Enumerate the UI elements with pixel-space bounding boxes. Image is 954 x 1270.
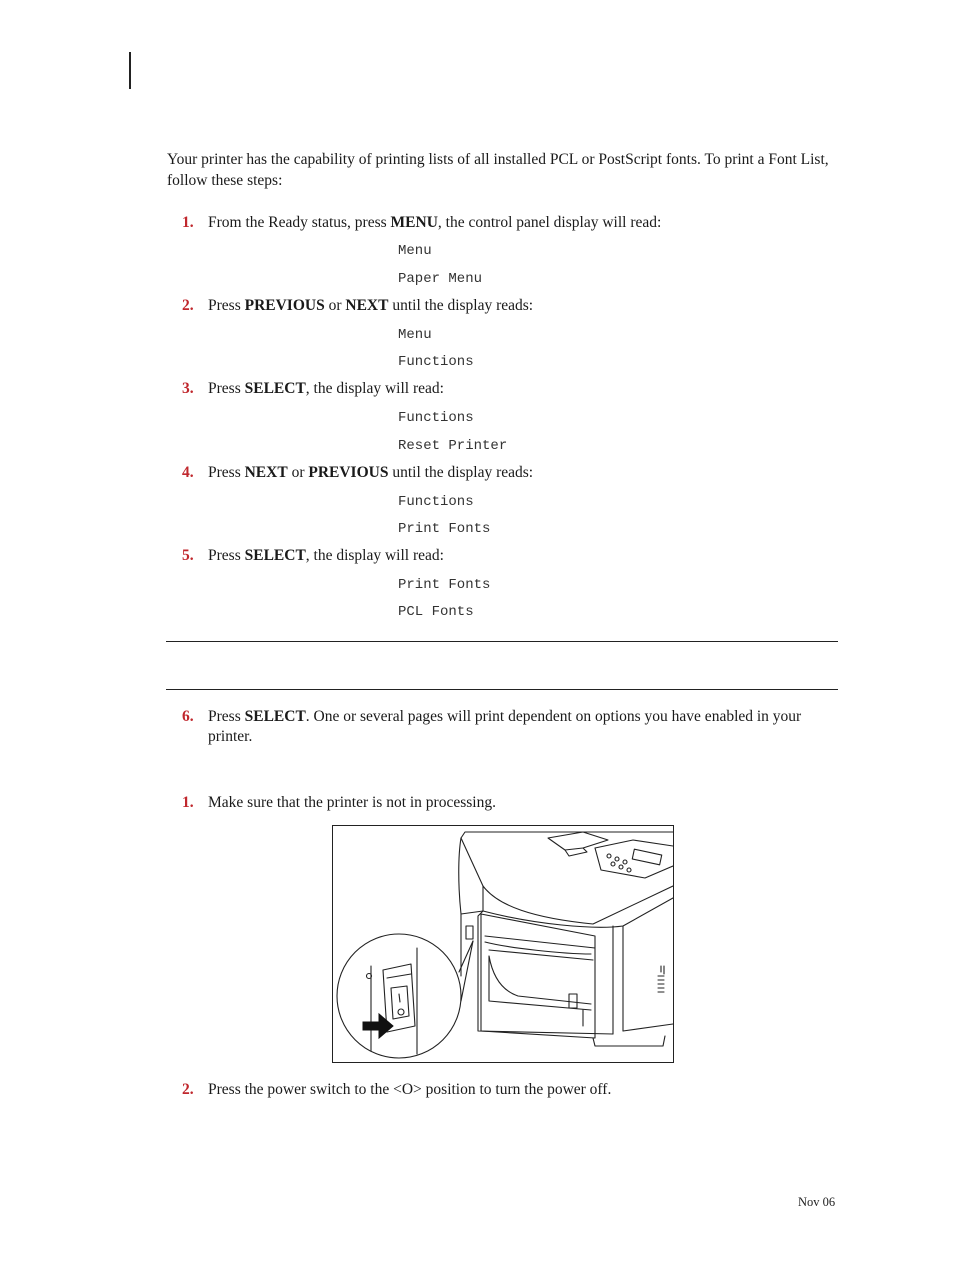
step-2 — [182, 296, 832, 316]
display-line-1: Functions — [398, 494, 474, 510]
step-text-pre: Press — [208, 547, 245, 564]
step-text-post: until the display reads: — [388, 464, 534, 481]
note-rule-top — [166, 641, 838, 642]
key-name: NEXT — [244, 464, 288, 481]
step-number: 5. — [182, 547, 194, 564]
step-text — [208, 707, 830, 747]
step-number: 2. — [182, 1081, 194, 1098]
step-text-mid: or — [324, 297, 346, 314]
step-text-post: until the display reads: — [388, 297, 534, 314]
display-line-1: Menu — [398, 243, 432, 259]
display-line-2: Reset Printer — [398, 438, 508, 454]
page-footer-date: Nov 06 — [798, 1195, 836, 1209]
step-text — [208, 463, 830, 483]
step-5 — [182, 546, 832, 566]
step-text-pre: Press — [208, 464, 245, 481]
display-line-1: Functions — [398, 410, 474, 426]
power-step-1 — [182, 793, 832, 813]
step-text-post: , the control panel display will read: — [437, 214, 662, 231]
display-line-1: Menu — [398, 327, 432, 343]
step-text: Press the power switch to the <O> position to turn the power off. — [208, 1081, 612, 1098]
step-4 — [182, 463, 832, 483]
display-line-1: Print Fonts — [398, 577, 491, 593]
display-line-2: Print Fonts — [398, 521, 491, 537]
step-text — [208, 296, 830, 316]
step-number: 1. — [182, 214, 194, 231]
printer-illustration — [333, 826, 673, 1062]
note-rule-bottom — [166, 689, 838, 690]
step-number: 4. — [182, 464, 194, 481]
step-text-pre: From the Ready status, press — [208, 214, 391, 231]
step-text-pre: Press — [208, 380, 245, 397]
step-6 — [182, 707, 832, 747]
key-name: PREVIOUS — [244, 297, 325, 314]
step-number: 2. — [182, 297, 194, 314]
step-text-post: , the display will read: — [305, 380, 444, 397]
key-name: SELECT — [244, 708, 306, 725]
step-text — [208, 546, 830, 566]
display-line-2: PCL Fonts — [398, 604, 474, 620]
step-number: 1. — [182, 794, 194, 811]
step-text-post: , the display will read: — [305, 547, 444, 564]
step-text-post: . One or several pages will print dependent on options you have enabled in your printer. — [208, 708, 802, 745]
step-text: Make sure that the printer is not in processing. — [208, 794, 496, 811]
margin-bar — [129, 52, 131, 89]
step-text — [208, 379, 830, 399]
key-name: SELECT — [244, 380, 306, 397]
key-name: MENU — [390, 214, 438, 231]
step-text-pre: Press — [208, 708, 245, 725]
step-number: 6. — [182, 708, 194, 725]
printer-power-switch-illustration — [332, 825, 674, 1063]
step-3 — [182, 379, 832, 399]
key-name: PREVIOUS — [308, 464, 389, 481]
intro-paragraph: Your printer has the capability of printing lists of all installed PCL or PostScript fonts. To print a Font List, follow these steps: — [167, 151, 829, 189]
key-name: SELECT — [244, 547, 306, 564]
display-line-2: Paper Menu — [398, 271, 483, 287]
power-step-2 — [182, 1080, 832, 1100]
step-1 — [182, 213, 832, 233]
step-text — [208, 213, 830, 233]
step-text-mid: or — [287, 464, 309, 481]
step-number: 3. — [182, 380, 194, 397]
display-line-2: Functions — [398, 354, 474, 370]
key-name: NEXT — [345, 297, 389, 314]
step-text-pre: Press — [208, 297, 245, 314]
